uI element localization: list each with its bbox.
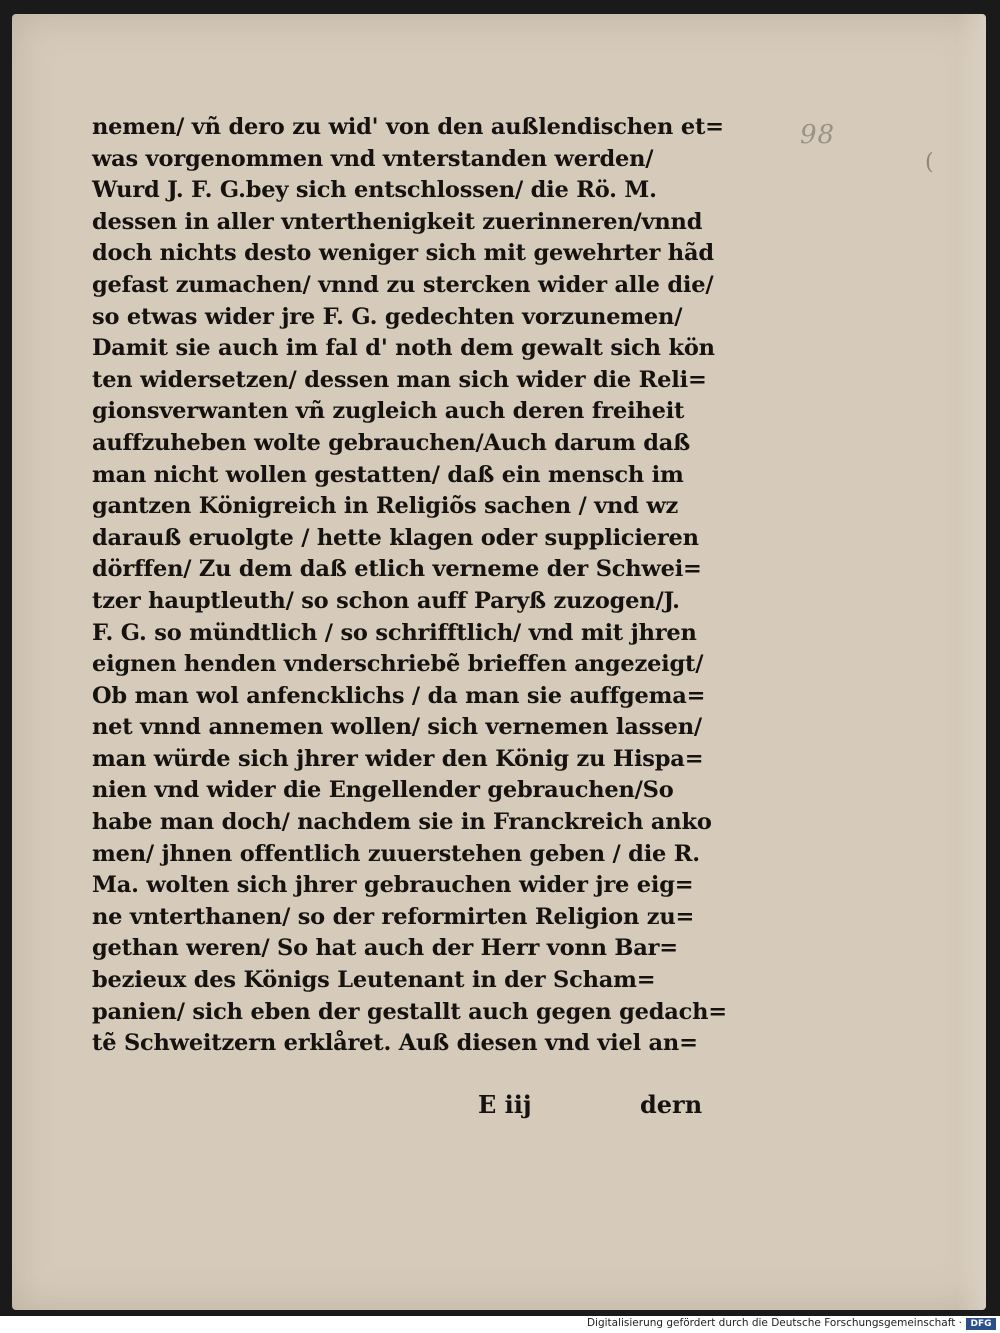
text-line: bezieux des Königs Leutenant in der Scham= xyxy=(92,967,656,994)
text-line: gefast zumachen/ vnnd zu stercken wider alle die/ xyxy=(92,271,714,298)
text-line: eignen henden vnderschriebẽ brieffen angezeigt/ xyxy=(92,651,704,678)
text-line: dessen in aller vnterthenigkeit zuerinneren/vnnd xyxy=(92,208,703,235)
text-line: dörffen/ Zu dem daß etlich verneme der Schwei= xyxy=(92,556,702,583)
catchword: dern xyxy=(640,1090,703,1119)
text-line: ne vnterthanen/ so der reformirten Religion zu= xyxy=(92,903,695,930)
text-line: gethan weren/ So hat auch der Herr vonn Bar= xyxy=(92,935,678,962)
text-line: nemen/ vñ dero zu wid' von den außlendischen et= xyxy=(92,114,724,140)
folio-number: 98 xyxy=(800,120,836,150)
text-line: nien vnd wider die Engellender gebrauchen/So xyxy=(92,777,674,804)
text-line: man würde sich jhrer wider den König zu Hispa= xyxy=(92,745,704,772)
text-line: man nicht wollen gestatten/ daß ein mensch im xyxy=(92,461,684,488)
text-line: was vorgenommen vnd vnterstanden werden/ xyxy=(92,145,654,172)
text-line: men/ jhnen offentlich zuuerstehen geben / die R. xyxy=(92,840,700,867)
text-line: so etwas wider jre F. G. gedechten vorzunemen/ xyxy=(92,303,683,330)
margin-mark: ( xyxy=(925,150,934,175)
body-text xyxy=(92,112,727,1060)
text-line: Damit sie auch im fal d' noth dem gewalt sich kön xyxy=(92,335,715,362)
funding-credit: Digitalisierung gefördert durch die Deutsche Forschungsgemeinschaft · xyxy=(586,1317,962,1329)
footer-bar xyxy=(0,1316,1000,1333)
text-line: Ma. wolten sich jhrer gebrauchen wider jre eig= xyxy=(92,872,694,899)
dfg-logo[interactable]: DFG xyxy=(966,1318,996,1330)
text-line: auffzuheben wolte gebrauchen/Auch darum daß xyxy=(92,429,691,456)
text-line: doch nichts desto weniger sich mit gewehrter hãd xyxy=(92,240,714,267)
text-line: panien/ sich eben der gestallt auch gegen gedach= xyxy=(92,998,727,1025)
page-edge xyxy=(956,14,986,1310)
text-line: gionsverwanten vñ zugleich auch deren freiheit xyxy=(92,398,685,425)
text-line: habe man doch/ nachdem sie in Franckreich anko xyxy=(92,809,712,836)
text-line: ten widersetzen/ dessen man sich wider die Reli= xyxy=(92,366,707,393)
text-line: Wurd J. F. G.bey sich entschlossen/ die Rö. M. xyxy=(92,177,657,204)
text-line: F. G. so mündtlich / so schrifftlich/ vnd mit jhren xyxy=(92,619,697,646)
text-line: tẽ Schweitzern erklåret. Auß diesen vnd viel an= xyxy=(92,1030,698,1057)
text-line: gantzen Königreich in Religiõs sachen / vnd wz xyxy=(92,493,679,520)
text-line: Ob man wol anfencklichs / da man sie auffgema= xyxy=(92,682,706,709)
signature-mark: E iij xyxy=(478,1090,532,1119)
text-line: tzer hauptleuth/ so schon auff Paryß zuzogen/J. xyxy=(92,587,680,614)
text-line: net vnnd annemen wollen/ sich vernemen lassen/ xyxy=(92,714,702,741)
text-line: darauß eruolgte / hette klagen oder supplicieren xyxy=(92,524,699,551)
